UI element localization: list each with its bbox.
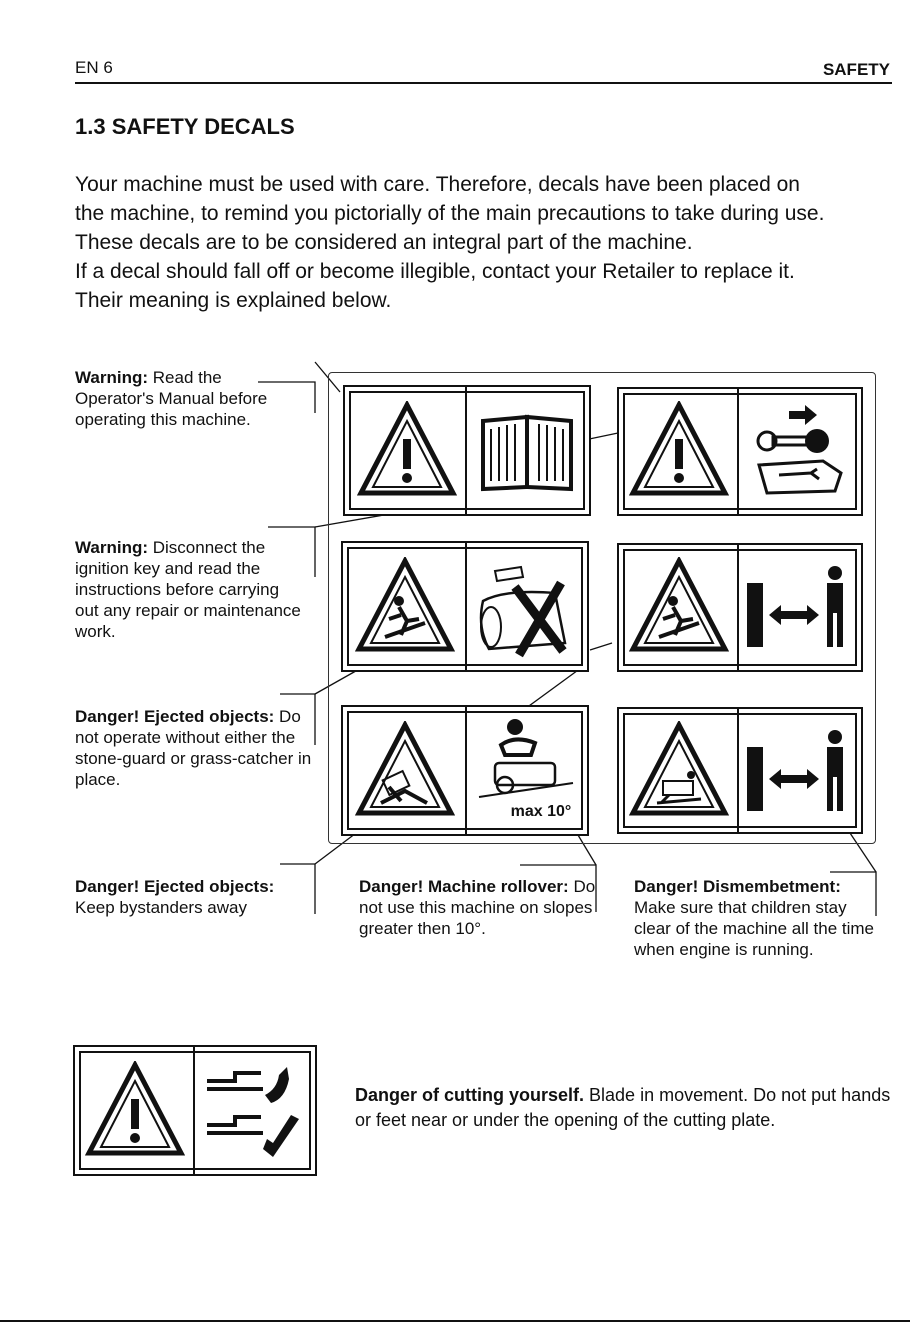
cutting-warning-body: Blade in movement. Do not put hands or feet near or under the opening of the cutting plate.: [355, 1085, 891, 1130]
keep-children-away-icon: [743, 727, 851, 815]
intro-line: If a decal should fall off or become illegible, contact your Retailer to replace it.: [75, 260, 795, 283]
ignition-key-icon: [749, 403, 849, 499]
decal-divider: [737, 389, 739, 514]
decal-cutting: [73, 1045, 317, 1176]
decal-divider: [193, 1047, 195, 1174]
caption-text: Make sure that children stay clear of the machine all the time when engine is running.: [634, 898, 875, 959]
dismemberment-warning-icon: [629, 721, 729, 817]
blade-hand-foot-icon: [201, 1059, 305, 1163]
decal-read-manual: [343, 385, 591, 516]
page-number: EN 6: [75, 58, 113, 77]
decal-ejected-guard: [341, 541, 589, 672]
ejected-object-warning-icon: [355, 557, 455, 653]
decal-divider: [465, 707, 467, 834]
decal-divider: [465, 387, 467, 514]
intro-line: Your machine must be used with care. Therefore, decals have been placed on: [75, 173, 800, 196]
decal-divider: [737, 709, 739, 832]
intro-line: the machine, to remind you pictorially of the main precautions to take during use.: [75, 202, 825, 225]
warning-triangle-icon: [357, 401, 457, 497]
cutting-warning-bold: Danger of cutting yourself.: [355, 1085, 585, 1105]
caption-text: Do not use this machine on slopes greater then 10°.: [359, 877, 596, 938]
caption-bold: Danger! Machine rollover:: [359, 877, 569, 896]
decal-divider: [465, 543, 467, 670]
intro-line: These decals are to be considered an integral part of the machine.: [75, 231, 693, 254]
decal-ejected-bystanders: [617, 543, 863, 672]
caption-text: Keep bystanders away: [75, 898, 247, 917]
page-bottom-rule: [0, 1320, 910, 1322]
caption-bold: Warning:: [75, 538, 149, 557]
decal-disconnect-key: [617, 387, 863, 516]
max-slope-label: max 10°: [510, 803, 572, 820]
decal-divider: [737, 545, 739, 670]
decal-rollover: [341, 705, 589, 836]
ejected-object-warning-icon: [629, 557, 729, 653]
caption-text: Disconnect the ignition key and read the instructions before carrying out any repair or maintenance work.: [75, 538, 301, 641]
caption-text: Do not operate without either the stone-guard or grass-catcher in place.: [75, 707, 312, 789]
mower-no-guard-icon: [475, 553, 577, 661]
keep-distance-icon: [743, 563, 851, 651]
intro-line: Their meaning is explained below.: [75, 289, 392, 312]
cutting-warning-text: [355, 1083, 900, 1133]
caption-bold: Danger! Ejected objects:: [75, 877, 275, 896]
caption-bold: Danger! Ejected objects:: [75, 707, 275, 726]
decal-dismemberment: [617, 707, 863, 834]
caption-bold: Warning:: [75, 368, 149, 387]
section-title: 1.3 SAFETY DECALS: [75, 114, 295, 139]
rollover-warning-icon: [355, 721, 455, 817]
warning-triangle-icon: [85, 1061, 185, 1157]
book-icon: [475, 407, 579, 493]
rider-on-slope-icon: [475, 715, 577, 801]
caption-bold: Danger! Dismembetment:: [634, 877, 841, 896]
caption-text: Read the Operator's Manual before operating this machine.: [75, 368, 268, 429]
warning-triangle-icon: [629, 401, 729, 497]
section-name: SAFETY: [822, 60, 890, 79]
